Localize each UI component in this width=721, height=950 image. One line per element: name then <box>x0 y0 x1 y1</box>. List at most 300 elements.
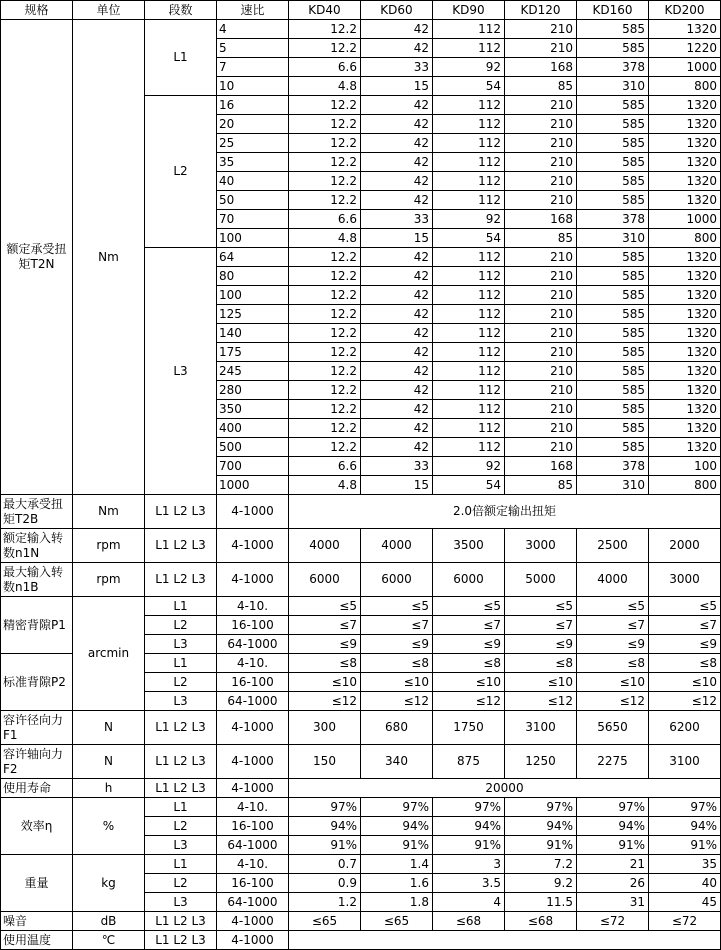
value-cell: 2.0倍额定输出扭矩 <box>289 495 721 529</box>
value-cell: 112 <box>433 172 505 191</box>
value-cell: 94% <box>361 817 433 836</box>
value-cell: 112 <box>433 362 505 381</box>
ratio-cell: 4-1000 <box>217 745 289 779</box>
ratio-cell: 4-1000 <box>217 563 289 597</box>
value-cell: 1.2 <box>289 893 361 912</box>
value-cell: 300 <box>289 711 361 745</box>
value-cell: 585 <box>577 419 649 438</box>
spec-label: 标准背隙P2 <box>1 654 73 711</box>
stage-cell: L2 <box>145 817 217 836</box>
value-cell: 585 <box>577 305 649 324</box>
value-cell: ≤8 <box>289 654 361 673</box>
value-cell: 210 <box>505 438 577 457</box>
ratio-cell: 125 <box>217 305 289 324</box>
value-cell: 42 <box>361 115 433 134</box>
value-cell: 210 <box>505 286 577 305</box>
value-cell: ≤12 <box>577 692 649 711</box>
value-cell: 0.9 <box>289 874 361 893</box>
unit-cell: rpm <box>73 563 145 597</box>
unit-cell: ℃ <box>73 931 145 950</box>
value-cell: 94% <box>433 817 505 836</box>
unit-cell: dB <box>73 912 145 931</box>
value-cell: 800 <box>649 476 721 495</box>
value-cell: 112 <box>433 39 505 58</box>
value-cell: 33 <box>361 457 433 476</box>
stage-cell: L1 L2 L3 <box>145 495 217 529</box>
ratio-cell: 16-100 <box>217 874 289 893</box>
value-cell: 42 <box>361 267 433 286</box>
value-cell: 92 <box>433 58 505 77</box>
value-cell: 12.2 <box>289 267 361 286</box>
value-cell: 97% <box>433 798 505 817</box>
value-cell: 42 <box>361 362 433 381</box>
value-cell: 378 <box>577 210 649 229</box>
ratio-cell: 700 <box>217 457 289 476</box>
value-cell: 585 <box>577 96 649 115</box>
stage-cell: L3 <box>145 248 217 495</box>
value-cell: 31 <box>577 893 649 912</box>
ratio-cell: 10 <box>217 77 289 96</box>
value-cell: 12.2 <box>289 419 361 438</box>
spec-label: 重量 <box>1 855 73 912</box>
value-cell: 112 <box>433 20 505 39</box>
value-cell: 15 <box>361 476 433 495</box>
value-cell: ≤8 <box>649 654 721 673</box>
value-cell: 3100 <box>649 745 721 779</box>
value-cell: 1320 <box>649 248 721 267</box>
stage-cell: L3 <box>145 692 217 711</box>
ratio-cell: 4 <box>217 20 289 39</box>
unit-cell: N <box>73 711 145 745</box>
value-cell: 585 <box>577 134 649 153</box>
value-cell: ≤65 <box>289 912 361 931</box>
value-cell: 112 <box>433 381 505 400</box>
table-row <box>1 1 721 20</box>
ratio-cell: 140 <box>217 324 289 343</box>
value-cell: 210 <box>505 400 577 419</box>
value-cell: 40 <box>649 874 721 893</box>
table-row <box>1 529 721 563</box>
value-cell: 97% <box>505 798 577 817</box>
value-cell: 4000 <box>577 563 649 597</box>
value-cell: 1.6 <box>361 874 433 893</box>
table-row <box>1 711 721 745</box>
value-cell: 1.4 <box>361 855 433 874</box>
spec-table-body <box>1 1 721 950</box>
value-cell: 210 <box>505 305 577 324</box>
value-cell: 112 <box>433 115 505 134</box>
ratio-cell: 4-1000 <box>217 711 289 745</box>
value-cell: ≤9 <box>289 635 361 654</box>
ratio-cell: 50 <box>217 191 289 210</box>
table-row <box>1 779 721 798</box>
value-cell: 210 <box>505 134 577 153</box>
value-cell: 6.6 <box>289 58 361 77</box>
value-cell: 585 <box>577 39 649 58</box>
column-header: KD200 <box>649 1 721 20</box>
table-row <box>1 855 721 874</box>
value-cell: ≤5 <box>577 597 649 616</box>
column-header: KD120 <box>505 1 577 20</box>
empty-cell <box>289 931 721 950</box>
value-cell: 1320 <box>649 172 721 191</box>
value-cell: ≤10 <box>577 673 649 692</box>
ratio-cell: 35 <box>217 153 289 172</box>
ratio-cell: 7 <box>217 58 289 77</box>
column-header: KD90 <box>433 1 505 20</box>
value-cell: 1320 <box>649 305 721 324</box>
stage-cell: L1 <box>145 597 217 616</box>
value-cell: 92 <box>433 457 505 476</box>
value-cell: 6000 <box>289 563 361 597</box>
value-cell: 1320 <box>649 343 721 362</box>
value-cell: 21 <box>577 855 649 874</box>
stage-cell: L1 L2 L3 <box>145 563 217 597</box>
ratio-cell: 80 <box>217 267 289 286</box>
value-cell: 42 <box>361 39 433 58</box>
spec-label: 使用寿命 <box>1 779 73 798</box>
value-cell: ≤10 <box>361 673 433 692</box>
value-cell: ≤68 <box>433 912 505 931</box>
spec-label: 噪音 <box>1 912 73 931</box>
spec-label: 最大输入转数n1B <box>1 563 73 597</box>
value-cell: 6.6 <box>289 210 361 229</box>
value-cell: 4.8 <box>289 229 361 248</box>
stage-cell: L3 <box>145 635 217 654</box>
value-cell: ≤7 <box>505 616 577 635</box>
value-cell: 3500 <box>433 529 505 563</box>
value-cell: 585 <box>577 343 649 362</box>
value-cell: 6000 <box>361 563 433 597</box>
stage-cell: L1 <box>145 855 217 874</box>
value-cell: 97% <box>289 798 361 817</box>
value-cell: 585 <box>577 191 649 210</box>
value-cell: 12.2 <box>289 96 361 115</box>
value-cell: 6.6 <box>289 457 361 476</box>
ratio-cell: 25 <box>217 134 289 153</box>
value-cell: 210 <box>505 96 577 115</box>
table-row <box>1 798 721 817</box>
stage-cell: L2 <box>145 874 217 893</box>
value-cell: 585 <box>577 400 649 419</box>
stage-cell: L2 <box>145 616 217 635</box>
stage-cell: L1 L2 L3 <box>145 931 217 950</box>
value-cell: 54 <box>433 77 505 96</box>
ratio-cell: 64-1000 <box>217 635 289 654</box>
ratio-cell: 64 <box>217 248 289 267</box>
value-cell: ≤7 <box>577 616 649 635</box>
value-cell: ≤5 <box>361 597 433 616</box>
value-cell: 112 <box>433 438 505 457</box>
value-cell: ≤12 <box>433 692 505 711</box>
ratio-cell: 4-1000 <box>217 495 289 529</box>
value-cell: 100 <box>649 457 721 476</box>
value-cell: 97% <box>361 798 433 817</box>
ratio-cell: 350 <box>217 400 289 419</box>
column-header: KD40 <box>289 1 361 20</box>
table-row <box>1 563 721 597</box>
value-cell: 6000 <box>433 563 505 597</box>
value-cell: 94% <box>505 817 577 836</box>
ratio-cell: 4-1000 <box>217 779 289 798</box>
spec-label: 最大承受扭矩T2B <box>1 495 73 529</box>
value-cell: ≤7 <box>433 616 505 635</box>
value-cell: 42 <box>361 153 433 172</box>
value-cell: 800 <box>649 229 721 248</box>
value-cell: 12.2 <box>289 381 361 400</box>
value-cell: ≤10 <box>649 673 721 692</box>
value-cell: 42 <box>361 381 433 400</box>
ratio-cell: 280 <box>217 381 289 400</box>
value-cell: 4000 <box>361 529 433 563</box>
value-cell: 33 <box>361 58 433 77</box>
value-cell: 3 <box>433 855 505 874</box>
stage-cell: L1 L2 L3 <box>145 529 217 563</box>
value-cell: 5000 <box>505 563 577 597</box>
value-cell: 112 <box>433 305 505 324</box>
unit-cell: kg <box>73 855 145 912</box>
value-cell: ≤5 <box>433 597 505 616</box>
value-cell: 378 <box>577 457 649 476</box>
value-cell: 1320 <box>649 419 721 438</box>
value-cell: 5650 <box>577 711 649 745</box>
value-cell: 12.2 <box>289 134 361 153</box>
value-cell: 585 <box>577 381 649 400</box>
value-cell: 42 <box>361 134 433 153</box>
ratio-cell: 16 <box>217 96 289 115</box>
value-cell: 112 <box>433 96 505 115</box>
value-cell: 42 <box>361 343 433 362</box>
value-cell: 210 <box>505 20 577 39</box>
value-cell: 91% <box>433 836 505 855</box>
value-cell: ≤10 <box>433 673 505 692</box>
value-cell: ≤12 <box>289 692 361 711</box>
ratio-cell: 64-1000 <box>217 893 289 912</box>
value-cell: 1320 <box>649 381 721 400</box>
spec-label: 额定输入转数n1N <box>1 529 73 563</box>
value-cell: 310 <box>577 229 649 248</box>
value-cell: 1000 <box>649 58 721 77</box>
value-cell: 1320 <box>649 96 721 115</box>
value-cell: 585 <box>577 153 649 172</box>
value-cell: 4 <box>433 893 505 912</box>
value-cell: ≤8 <box>505 654 577 673</box>
value-cell: 91% <box>577 836 649 855</box>
value-cell: ≤12 <box>361 692 433 711</box>
value-cell: 210 <box>505 191 577 210</box>
ratio-cell: 4-10. <box>217 798 289 817</box>
ratio-cell: 100 <box>217 229 289 248</box>
value-cell: 1000 <box>649 210 721 229</box>
column-header: 速比 <box>217 1 289 20</box>
unit-cell: N <box>73 745 145 779</box>
value-cell: 12.2 <box>289 191 361 210</box>
value-cell: ≤5 <box>505 597 577 616</box>
value-cell: 91% <box>289 836 361 855</box>
value-cell: ≤10 <box>505 673 577 692</box>
value-cell: 210 <box>505 115 577 134</box>
value-cell: 92 <box>433 210 505 229</box>
value-cell: 150 <box>289 745 361 779</box>
value-cell: 91% <box>361 836 433 855</box>
value-cell: 1320 <box>649 362 721 381</box>
value-cell: 42 <box>361 191 433 210</box>
value-cell: 210 <box>505 153 577 172</box>
value-cell: 7.2 <box>505 855 577 874</box>
stage-cell: L3 <box>145 836 217 855</box>
value-cell: 85 <box>505 229 577 248</box>
ratio-cell: 4-1000 <box>217 931 289 950</box>
value-cell: 1320 <box>649 400 721 419</box>
value-cell: 1320 <box>649 134 721 153</box>
value-cell: 3000 <box>649 563 721 597</box>
value-cell: 15 <box>361 229 433 248</box>
value-cell: 12.2 <box>289 362 361 381</box>
unit-cell: rpm <box>73 529 145 563</box>
value-cell: 1320 <box>649 267 721 286</box>
value-cell: 42 <box>361 400 433 419</box>
value-cell: 680 <box>361 711 433 745</box>
ratio-cell: 500 <box>217 438 289 457</box>
value-cell: 42 <box>361 438 433 457</box>
value-cell: ≤7 <box>289 616 361 635</box>
value-cell: 42 <box>361 286 433 305</box>
value-cell: 112 <box>433 134 505 153</box>
stage-cell: L1 L2 L3 <box>145 745 217 779</box>
value-cell: 42 <box>361 324 433 343</box>
stage-cell: L1 L2 L3 <box>145 779 217 798</box>
stage-cell: L2 <box>145 96 217 248</box>
value-cell: 340 <box>361 745 433 779</box>
value-cell: 97% <box>577 798 649 817</box>
value-cell: 54 <box>433 229 505 248</box>
value-cell: ≤72 <box>577 912 649 931</box>
ratio-cell: 1000 <box>217 476 289 495</box>
value-cell: ≤9 <box>505 635 577 654</box>
value-cell: 0.7 <box>289 855 361 874</box>
stage-cell: L1 L2 L3 <box>145 711 217 745</box>
stage-cell: L1 <box>145 654 217 673</box>
value-cell: 800 <box>649 77 721 96</box>
value-cell: 210 <box>505 419 577 438</box>
value-cell: 112 <box>433 400 505 419</box>
value-cell: 12.2 <box>289 20 361 39</box>
stage-cell: L1 L2 L3 <box>145 912 217 931</box>
value-cell: 26 <box>577 874 649 893</box>
value-cell: 12.2 <box>289 286 361 305</box>
value-cell: 310 <box>577 77 649 96</box>
value-cell: ≤68 <box>505 912 577 931</box>
value-cell: 378 <box>577 58 649 77</box>
value-cell: ≤72 <box>649 912 721 931</box>
ratio-cell: 16-100 <box>217 817 289 836</box>
value-cell: 210 <box>505 248 577 267</box>
value-cell: 210 <box>505 381 577 400</box>
value-cell: 168 <box>505 457 577 476</box>
value-cell: 91% <box>649 836 721 855</box>
value-cell: 54 <box>433 476 505 495</box>
ratio-cell: 175 <box>217 343 289 362</box>
table-row <box>1 931 721 950</box>
value-cell: 12.2 <box>289 172 361 191</box>
ratio-cell: 64-1000 <box>217 692 289 711</box>
value-cell: 12.2 <box>289 324 361 343</box>
value-cell: 42 <box>361 96 433 115</box>
value-cell: 585 <box>577 362 649 381</box>
value-cell: 42 <box>361 172 433 191</box>
value-cell: 42 <box>361 20 433 39</box>
table-row <box>1 20 721 39</box>
value-cell: ≤12 <box>505 692 577 711</box>
value-cell: 585 <box>577 115 649 134</box>
value-cell: 20000 <box>289 779 721 798</box>
value-cell: 94% <box>577 817 649 836</box>
spec-label: 额定承受扭矩T2N <box>1 20 73 495</box>
value-cell: 12.2 <box>289 39 361 58</box>
value-cell: 585 <box>577 286 649 305</box>
value-cell: 12.2 <box>289 248 361 267</box>
value-cell: 6200 <box>649 711 721 745</box>
value-cell: ≤65 <box>361 912 433 931</box>
value-cell: 12.2 <box>289 115 361 134</box>
value-cell: 310 <box>577 476 649 495</box>
column-header: 段数 <box>145 1 217 20</box>
ratio-cell: 40 <box>217 172 289 191</box>
value-cell: 4000 <box>289 529 361 563</box>
stage-cell: L1 <box>145 20 217 96</box>
value-cell: 11.5 <box>505 893 577 912</box>
value-cell: 1250 <box>505 745 577 779</box>
value-cell: 97% <box>649 798 721 817</box>
spec-label: 精密背隙P1 <box>1 597 73 654</box>
value-cell: ≤7 <box>649 616 721 635</box>
value-cell: ≤8 <box>361 654 433 673</box>
value-cell: 168 <box>505 210 577 229</box>
value-cell: 1320 <box>649 438 721 457</box>
value-cell: 585 <box>577 20 649 39</box>
spec-label: 使用温度 <box>1 931 73 950</box>
table-row <box>1 912 721 931</box>
value-cell: 1320 <box>649 286 721 305</box>
value-cell: 112 <box>433 343 505 362</box>
value-cell: 12.2 <box>289 400 361 419</box>
value-cell: 2275 <box>577 745 649 779</box>
column-header: 单位 <box>73 1 145 20</box>
ratio-cell: 70 <box>217 210 289 229</box>
ratio-cell: 4-1000 <box>217 529 289 563</box>
table-row <box>1 745 721 779</box>
value-cell: ≤7 <box>361 616 433 635</box>
value-cell: 42 <box>361 248 433 267</box>
value-cell: 3000 <box>505 529 577 563</box>
value-cell: 585 <box>577 267 649 286</box>
value-cell: 875 <box>433 745 505 779</box>
value-cell: 9.2 <box>505 874 577 893</box>
value-cell: ≤5 <box>289 597 361 616</box>
value-cell: ≤10 <box>289 673 361 692</box>
value-cell: ≤9 <box>577 635 649 654</box>
value-cell: 45 <box>649 893 721 912</box>
value-cell: 1320 <box>649 153 721 172</box>
unit-cell: Nm <box>73 20 145 495</box>
value-cell: ≤5 <box>649 597 721 616</box>
value-cell: 112 <box>433 153 505 172</box>
value-cell: 12.2 <box>289 438 361 457</box>
value-cell: 35 <box>649 855 721 874</box>
value-cell: 42 <box>361 419 433 438</box>
ratio-cell: 4-10. <box>217 597 289 616</box>
value-cell: 1320 <box>649 20 721 39</box>
